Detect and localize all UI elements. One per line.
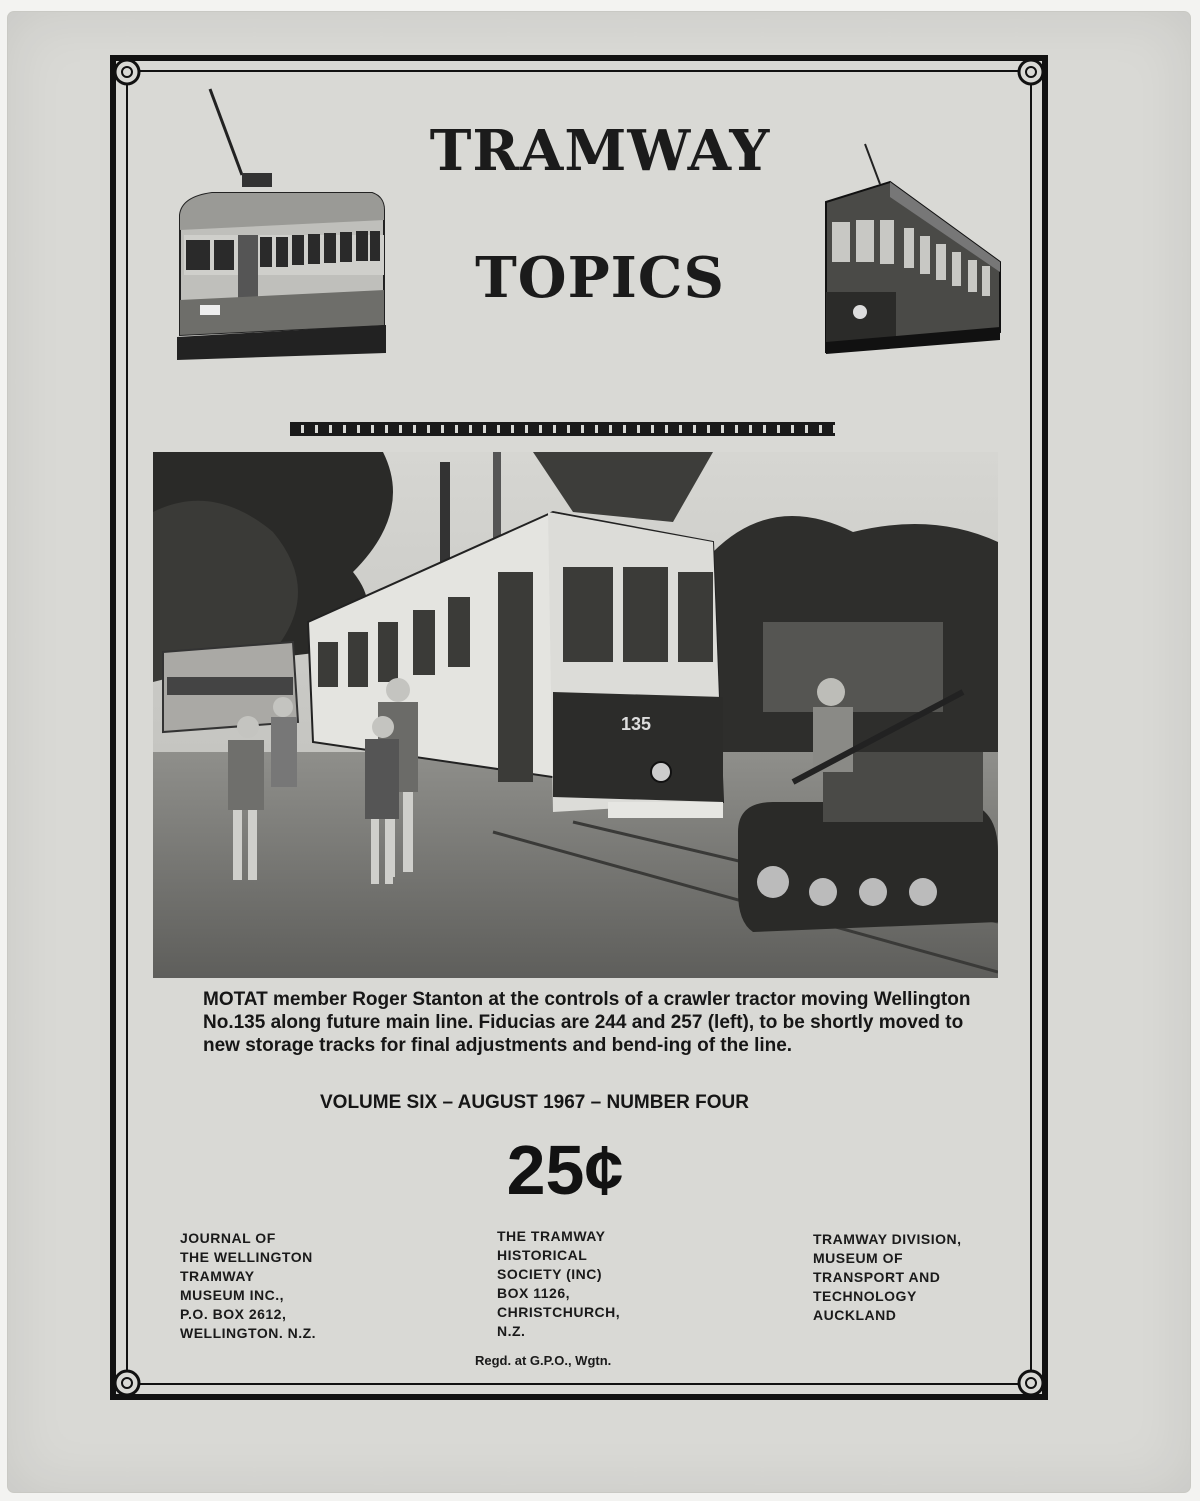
address-line: TRAMWAY (180, 1268, 255, 1284)
address-line: N.Z. (497, 1323, 526, 1339)
address-line: TECHNOLOGY (813, 1288, 917, 1304)
address-line: AUCKLAND (813, 1307, 897, 1323)
tram-illustration-left (172, 85, 387, 365)
publisher-address-auckland (813, 1230, 962, 1325)
publisher-address-wellington (180, 1229, 316, 1343)
tram-illustration-right (820, 142, 1005, 357)
address-line: CHRISTCHURCH, (497, 1304, 621, 1320)
publisher-address-christchurch (497, 1227, 620, 1341)
masthead-title-line2: TOPICS (475, 245, 725, 311)
tram-fleet-number: 135 (621, 714, 652, 734)
masthead-title-line1: TRAMWAY (429, 118, 771, 184)
address-line: MUSEUM INC., (180, 1287, 284, 1303)
address-line: THE TRAMWAY (497, 1228, 606, 1244)
decorative-divider (290, 422, 835, 436)
address-line: TRANSPORT AND (813, 1269, 941, 1285)
issue-volume-line: VOLUME SIX – AUGUST 1967 – NUMBER FOUR (320, 1092, 749, 1113)
address-line: BOX 1126, (497, 1285, 570, 1301)
address-line: THE WELLINGTON (180, 1249, 313, 1265)
postal-registration: Regd. at G.P.O., Wgtn. (475, 1353, 612, 1368)
address-line: TRAMWAY DIVISION, (813, 1231, 962, 1247)
address-line: JOURNAL OF (180, 1230, 276, 1246)
corner-ornament-top-left (110, 55, 144, 89)
address-line: MUSEUM OF (813, 1250, 904, 1266)
corner-ornament-bottom-left (110, 1366, 144, 1400)
address-line: HISTORICAL (497, 1247, 588, 1263)
corner-ornament-top-right (1014, 55, 1048, 89)
address-line: WELLINGTON. N.Z. (180, 1325, 317, 1341)
address-line: SOCIETY (INC) (497, 1266, 603, 1282)
address-line: P.O. BOX 2612, (180, 1306, 287, 1322)
photo-caption: MOTAT member Roger Stanton at the controls of a crawler tractor moving Wellington No.135 along future main line. Fiducias are 244 and 257 (left), to be shortly moved to new storage tracks for final adjustments and bend-ing of the line. (203, 989, 971, 1056)
cover-price: 25¢ (506, 1131, 624, 1209)
corner-ornament-bottom-right (1014, 1366, 1048, 1400)
cover-photograph (153, 452, 998, 978)
